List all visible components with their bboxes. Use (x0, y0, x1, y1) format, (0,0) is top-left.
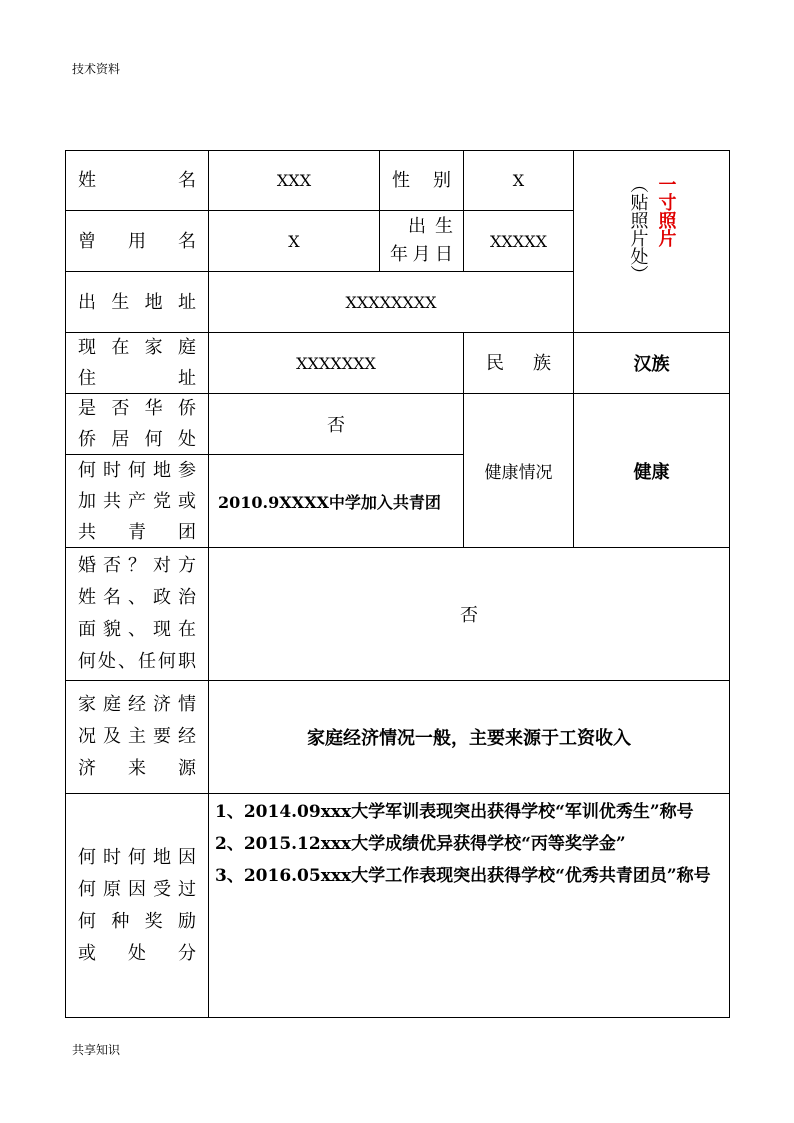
former-name-label-cell (65, 210, 209, 272)
former-name-value: X (208, 210, 380, 272)
health-value: 健康 (573, 393, 730, 548)
address-label-line1: 现在家庭 (78, 337, 196, 358)
name-label: 姓名 (78, 170, 196, 191)
awards-label-line3: 何种奖励 (78, 910, 196, 932)
overseas-label-cell (65, 393, 209, 455)
party-label-cell (65, 454, 209, 548)
marriage-label-line4: 何处、任何职 (78, 651, 196, 672)
awards-value (208, 793, 730, 1018)
photo-paste-text: （贴照片处） (627, 175, 649, 283)
gender-value: X (463, 150, 574, 211)
address-label-cell (65, 332, 209, 394)
economy-label-line3: 济来源 (78, 758, 196, 779)
dob-label-cell (379, 210, 464, 272)
former-name-label: 曾用名 (78, 230, 196, 252)
party-label-line1: 何时何地参 (78, 459, 196, 481)
marriage-label-line1: 婚否？对方 (78, 555, 196, 576)
marriage-label-line2: 姓名、政治 (78, 587, 196, 608)
gender-label-cell (379, 150, 464, 211)
name-label-cell (65, 150, 209, 211)
dob-label-line2: 年月日 (390, 244, 453, 265)
economy-value: 家庭经济情况一般，主要来源于工资收入 (208, 680, 730, 794)
economy-label-line1: 家庭经济情 (78, 694, 196, 715)
dob-value: XXXXX (463, 210, 574, 272)
overseas-label-line1: 是否华侨 (78, 398, 196, 419)
photo-size-text: 一寸照片 (655, 175, 677, 247)
gender-label: 性别 (392, 170, 451, 191)
birthplace-label: 出生地址 (78, 291, 196, 313)
overseas-label-line2: 侨居何处 (78, 429, 196, 450)
awards-label-line2: 何原因受过 (78, 878, 196, 900)
birthplace-label-cell (65, 271, 209, 333)
ethnicity-label-cell (463, 332, 574, 394)
ethnicity-label: 民族 (486, 352, 551, 374)
photo-box (573, 150, 730, 333)
awards-label-cell (65, 793, 209, 1018)
dob-label-line1: 出生 (408, 216, 453, 237)
name-value: XXX (208, 150, 380, 211)
economy-label-line2: 况及主要经 (78, 726, 196, 747)
marriage-value: 否 (208, 547, 730, 681)
marriage-label-cell (65, 547, 209, 681)
award-item: 1、2014.09xxx大学军训表现突出获得学校“军训优秀生”称号 (215, 802, 694, 822)
award-item: 2、2015.12xxx大学成绩优异获得学校“丙等奖学金” (215, 834, 626, 854)
health-label: 健康情况 (463, 393, 574, 548)
birthplace-value: XXXXXXXX (208, 271, 574, 333)
awards-label-line4: 或处分 (78, 942, 196, 964)
overseas-value: 否 (208, 393, 464, 455)
marriage-label-line3: 面貌、现在 (78, 619, 196, 640)
address-value: XXXXXXX (208, 332, 464, 394)
award-item: 3、2016.05xxx大学工作表现突出获得学校“优秀共青团员”称号 (215, 866, 711, 886)
page-header: 技术资料 (72, 62, 121, 76)
page-footer: 共享知识 (72, 1043, 121, 1057)
party-value: 2010.9XXXX中学加入共青团 (208, 454, 464, 548)
address-label-line2: 住址 (78, 368, 196, 389)
party-label-line2: 加共产党或 (78, 490, 196, 512)
ethnicity-value: 汉族 (573, 332, 730, 394)
economy-label-cell (65, 680, 209, 794)
party-label-line3: 共青团 (78, 521, 196, 543)
awards-label-line1: 何时何地因 (78, 846, 196, 868)
